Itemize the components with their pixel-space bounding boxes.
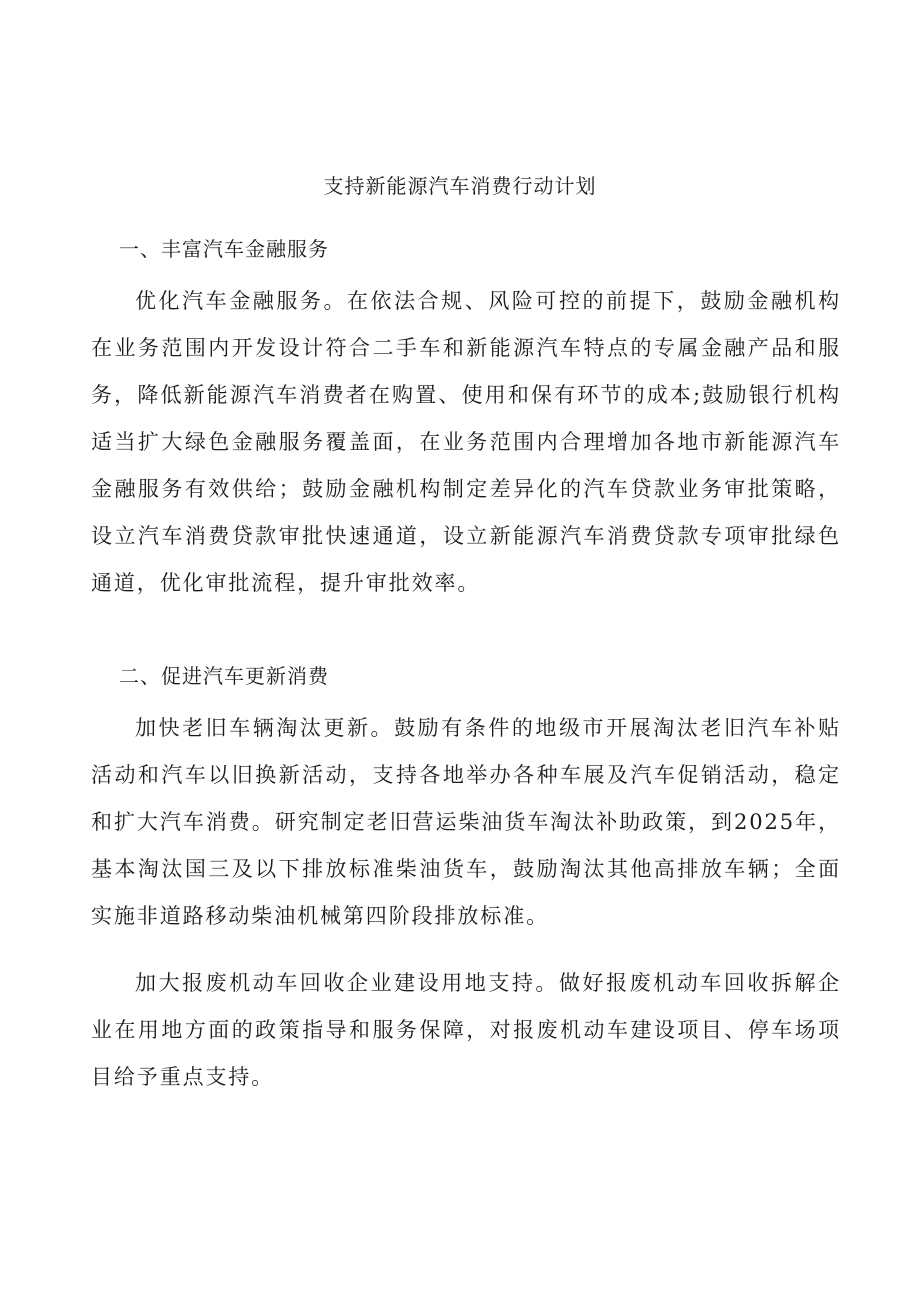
paragraph-financial-services: 优化汽车金融服务。在依法合规、风险可控的前提下，鼓励金融机构在业务范围内开发设计符合二手车和新能源汽车特点的专属金融产品和服务，降低新能源汽车消费者在购置、使用和保有环节的成本;鼓励银行机构适当扩大绿色金融服务覆盖面，在业务范围内合理增加各地市新能源汽车金融服务有效供给；鼓励金融机构制定差异化的汽车贷款业务审批策略，设立汽车消费贷款审批快速通道，设立新能源汽车消费贷款专项审批绿色通道，优化审批流程，提升审批效率。 [91,289,841,595]
paragraph-vehicle-retirement: 加快老旧车辆淘汰更新。鼓励有条件的地级市开展淘汰老旧汽车补贴活动和汽车以旧换新活动，支持各地举办各种车展及汽车促销活动，稳定和扩大汽车消费。研究制定老旧营运柴油货车淘汰补助政策，到2025年，基本淘汰国三及以下排放标准柴油货车，鼓励淘汰其他高排放车辆；全面实施非道路移动柴油机械第四阶段排放标准。 [91,716,841,928]
document-title: 支持新能源汽车消费行动计划 [323,174,597,198]
section-heading-financial-services: 一、丰富汽车金融服务 [119,237,329,261]
paragraph-scrapped-vehicle-recycling: 加大报废机动车回收企业建设用地支持。做好报废机动车回收拆解企业在用地方面的政策指导和服务保障，对报废机动车建设项目、停车场项目给予重点支持。 [91,971,841,1089]
section-heading-vehicle-renewal: 二、促进汽车更新消费 [119,664,329,688]
